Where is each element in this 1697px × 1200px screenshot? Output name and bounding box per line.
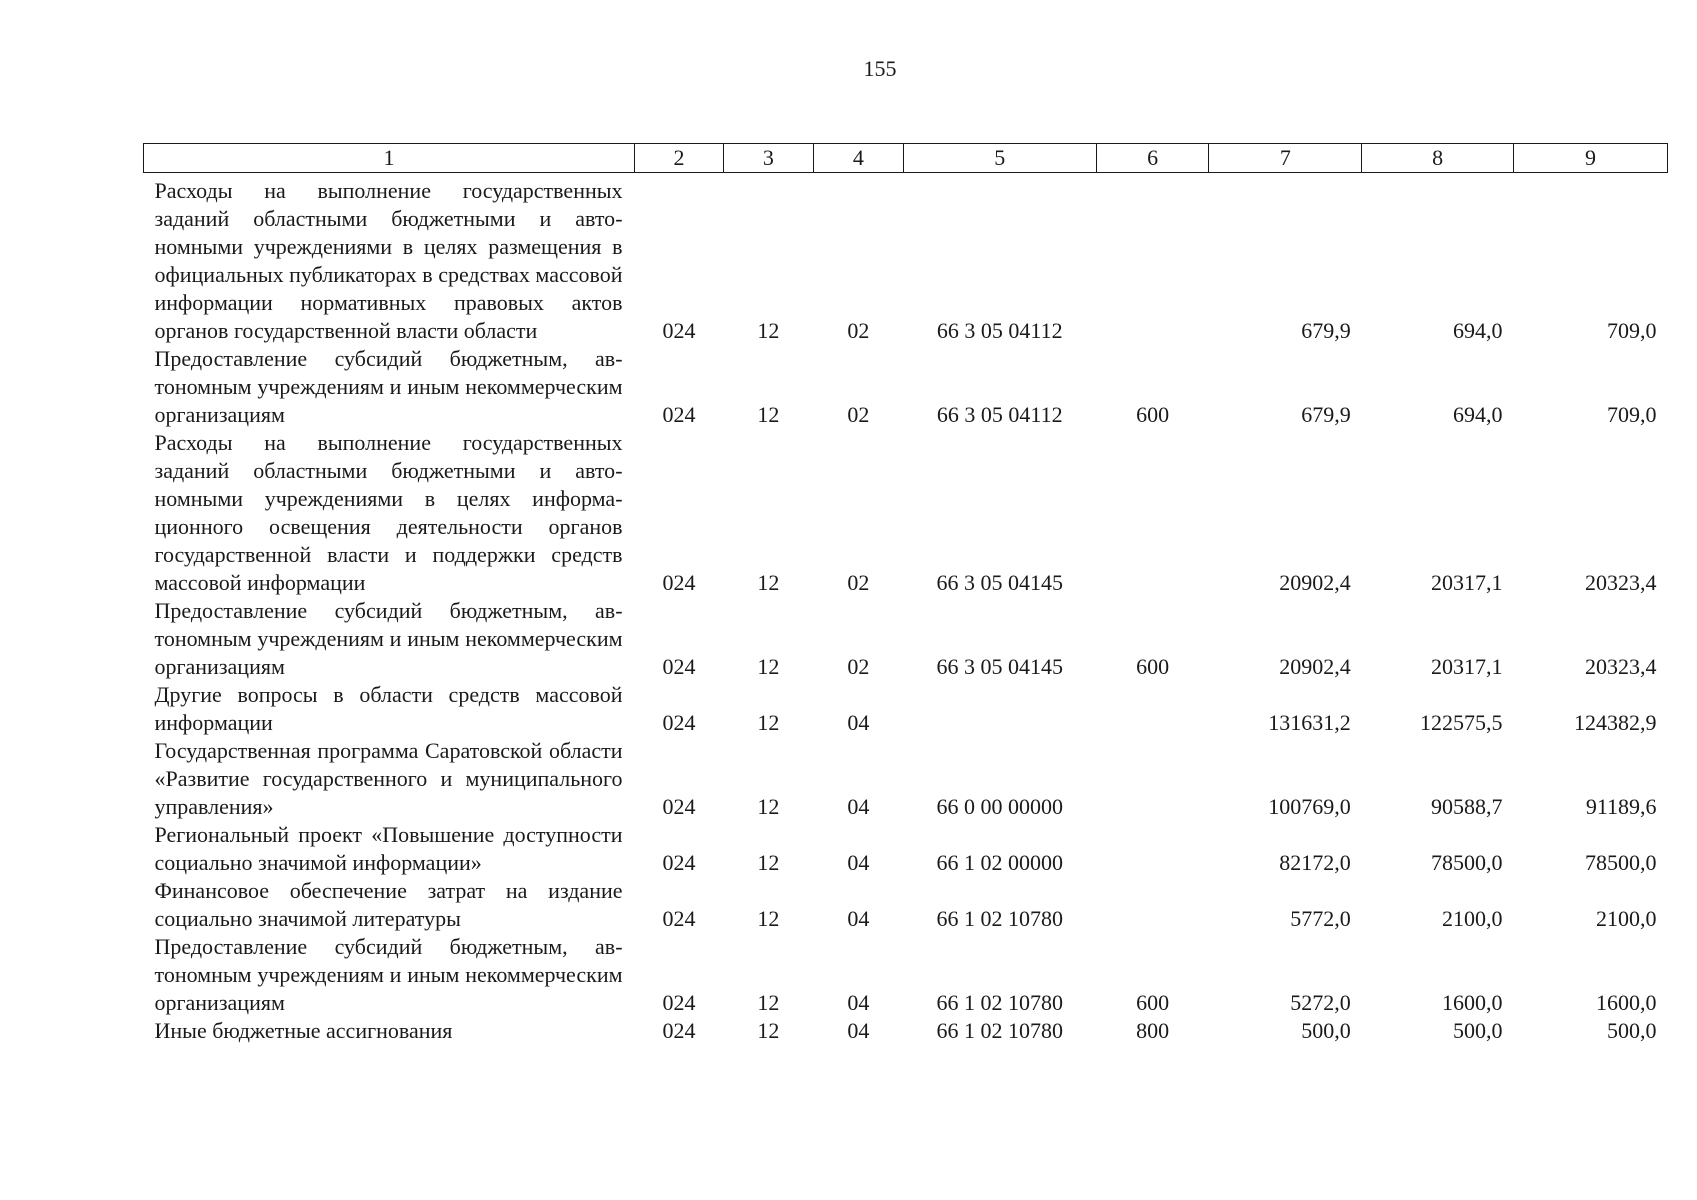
cell-amount-year-3: 78500,0 — [1585, 850, 1657, 875]
column-header-2: 2 — [635, 144, 724, 173]
cell-amount-year-1: 20902,4 — [1279, 654, 1351, 679]
cell-section: 12 — [757, 710, 780, 735]
cell-section: 12 — [757, 850, 780, 875]
column-header-1: 1 — [144, 144, 635, 173]
table-row — [144, 933, 1668, 1017]
cell-description: Расходы на выполнение государственных заданий областными бюджетными и автономными учреждениями в целях информационного освещения деятельности органов государственной власти и поддержки средств массовой информации — [154, 430, 623, 595]
column-header-9: 9 — [1514, 144, 1668, 173]
cell-amount-year-1: 679,9 — [1301, 318, 1351, 343]
cell-amount-year-1: 20902,4 — [1279, 570, 1351, 595]
cell-amount-year-1: 131631,2 — [1268, 710, 1351, 735]
budget-table — [143, 143, 1668, 1045]
cell-amount-year-3: 2100,0 — [1596, 906, 1657, 931]
cell-expense-type: 800 — [1136, 1018, 1170, 1043]
cell-ministry-code: 024 — [662, 850, 696, 875]
page-number: 155 — [863, 56, 897, 81]
cell-description: Расходы на выполнение государственных заданий областными бюджетными и автономными учреждениями в целях размещения в официальных публикаторах в средствах массовой информации нормативных правовых актов органов государственной власти области — [154, 178, 623, 343]
cell-ministry-code: 024 — [662, 402, 696, 427]
cell-ministry-code: 024 — [662, 906, 696, 931]
cell-expense-type: 600 — [1136, 990, 1170, 1015]
cell-subsection: 04 — [847, 990, 870, 1015]
cell-section: 12 — [757, 402, 780, 427]
cell-amount-year-2: 2100,0 — [1442, 906, 1503, 931]
column-header-6: 6 — [1096, 144, 1209, 173]
cell-ministry-code: 024 — [662, 1018, 696, 1043]
cell-amount-year-3: 124382,9 — [1574, 710, 1657, 735]
cell-expense-type — [1096, 429, 1209, 597]
cell-subsection: 04 — [847, 906, 870, 931]
cell-amount-year-1: 5272,0 — [1290, 990, 1351, 1015]
table-row — [144, 737, 1668, 821]
cell-ministry-code: 024 — [662, 654, 696, 679]
cell-amount-year-1: 82172,0 — [1279, 850, 1351, 875]
table-row — [144, 429, 1668, 597]
cell-expense-type — [1096, 737, 1209, 821]
cell-amount-year-2: 1600,0 — [1442, 990, 1503, 1015]
table-row — [144, 1017, 1668, 1045]
header-row — [144, 144, 1668, 173]
column-header-3: 3 — [723, 144, 813, 173]
cell-section: 12 — [757, 1018, 780, 1043]
cell-amount-year-2: 20317,1 — [1431, 654, 1503, 679]
table-row — [144, 877, 1668, 933]
cell-expense-type — [1096, 681, 1209, 737]
cell-ministry-code: 024 — [662, 990, 696, 1015]
cell-target-article: 66 3 05 04145 — [936, 570, 1064, 595]
cell-ministry-code: 024 — [662, 570, 696, 595]
cell-amount-year-2: 78500,0 — [1431, 850, 1503, 875]
table-row — [144, 173, 1668, 346]
cell-amount-year-2: 20317,1 — [1431, 570, 1503, 595]
cell-ministry-code: 024 — [662, 710, 696, 735]
cell-target-article: 66 0 00 00000 — [936, 794, 1064, 819]
cell-amount-year-3: 20323,4 — [1585, 570, 1657, 595]
cell-amount-year-3: 709,0 — [1607, 318, 1657, 343]
cell-expense-type: 600 — [1136, 654, 1170, 679]
cell-expense-type — [1096, 821, 1209, 877]
table-row — [144, 821, 1668, 877]
cell-section: 12 — [757, 318, 780, 343]
cell-target-article: 66 3 05 04145 — [936, 654, 1064, 679]
cell-subsection: 04 — [847, 794, 870, 819]
table-row — [144, 681, 1668, 737]
cell-section: 12 — [757, 990, 780, 1015]
cell-target-article: 66 3 05 04112 — [936, 318, 1063, 343]
cell-description: Финансовое обеспечение затрат на издание социально значимой литературы — [154, 878, 623, 931]
cell-subsection: 02 — [847, 570, 870, 595]
cell-subsection: 02 — [847, 654, 870, 679]
table-body — [144, 173, 1668, 1046]
column-header-4: 4 — [813, 144, 903, 173]
cell-amount-year-3: 91189,6 — [1585, 794, 1657, 819]
cell-description: Региональный проект «Повышение доступности социально значимой информации» — [154, 822, 623, 875]
cell-amount-year-2: 90588,7 — [1431, 794, 1503, 819]
cell-subsection: 02 — [847, 402, 870, 427]
cell-amount-year-2: 694,0 — [1453, 402, 1503, 427]
cell-section: 12 — [757, 906, 780, 931]
cell-target-article: 66 3 05 04112 — [936, 402, 1063, 427]
cell-amount-year-3: 500,0 — [1607, 1018, 1657, 1043]
cell-description: Иные бюджетные ассигнования — [154, 1018, 453, 1043]
cell-target-article: 66 1 02 10780 — [936, 990, 1064, 1015]
cell-ministry-code: 024 — [662, 318, 696, 343]
table-row — [144, 345, 1668, 429]
cell-subsection: 04 — [847, 1018, 870, 1043]
cell-target-article: 66 1 02 10780 — [936, 1018, 1064, 1043]
cell-description: Другие вопросы в области средств массовой информации — [154, 682, 623, 735]
cell-amount-year-3: 20323,4 — [1585, 654, 1657, 679]
cell-amount-year-2: 694,0 — [1453, 318, 1503, 343]
cell-target-article: 66 1 02 10780 — [936, 906, 1064, 931]
cell-target-article — [903, 681, 1096, 737]
table-row — [144, 597, 1668, 681]
cell-subsection: 04 — [847, 850, 870, 875]
cell-section: 12 — [757, 654, 780, 679]
cell-amount-year-1: 5772,0 — [1290, 906, 1351, 931]
cell-amount-year-3: 1600,0 — [1596, 990, 1657, 1015]
cell-description: Предоставление субсидий бюджетным, автономным учреждениям и иным некоммерческим организациям — [154, 934, 623, 1015]
cell-expense-type — [1096, 877, 1209, 933]
cell-description: Предоставление субсидий бюджетным, автономным учреждениям и иным некоммерческим организациям — [154, 346, 623, 427]
cell-amount-year-1: 679,9 — [1301, 402, 1351, 427]
cell-target-article: 66 1 02 00000 — [936, 850, 1064, 875]
cell-ministry-code: 024 — [662, 794, 696, 819]
column-header-7: 7 — [1209, 144, 1362, 173]
cell-description: Государственная программа Саратовской области «Развитие государственного и муниципального управления» — [154, 738, 623, 819]
cell-subsection: 02 — [847, 318, 870, 343]
cell-section: 12 — [757, 570, 780, 595]
cell-amount-year-3: 709,0 — [1607, 402, 1657, 427]
cell-subsection: 04 — [847, 710, 870, 735]
cell-amount-year-1: 500,0 — [1301, 1018, 1351, 1043]
column-header-5: 5 — [903, 144, 1096, 173]
cell-section: 12 — [757, 794, 780, 819]
cell-amount-year-2: 122575,5 — [1420, 710, 1503, 735]
cell-expense-type: 600 — [1136, 402, 1170, 427]
cell-description: Предоставление субсидий бюджетным, автономным учреждениям и иным некоммерческим организациям — [154, 598, 623, 679]
cell-amount-year-1: 100769,0 — [1268, 794, 1351, 819]
cell-expense-type — [1096, 173, 1209, 346]
column-header-8: 8 — [1362, 144, 1514, 173]
cell-amount-year-2: 500,0 — [1453, 1018, 1503, 1043]
